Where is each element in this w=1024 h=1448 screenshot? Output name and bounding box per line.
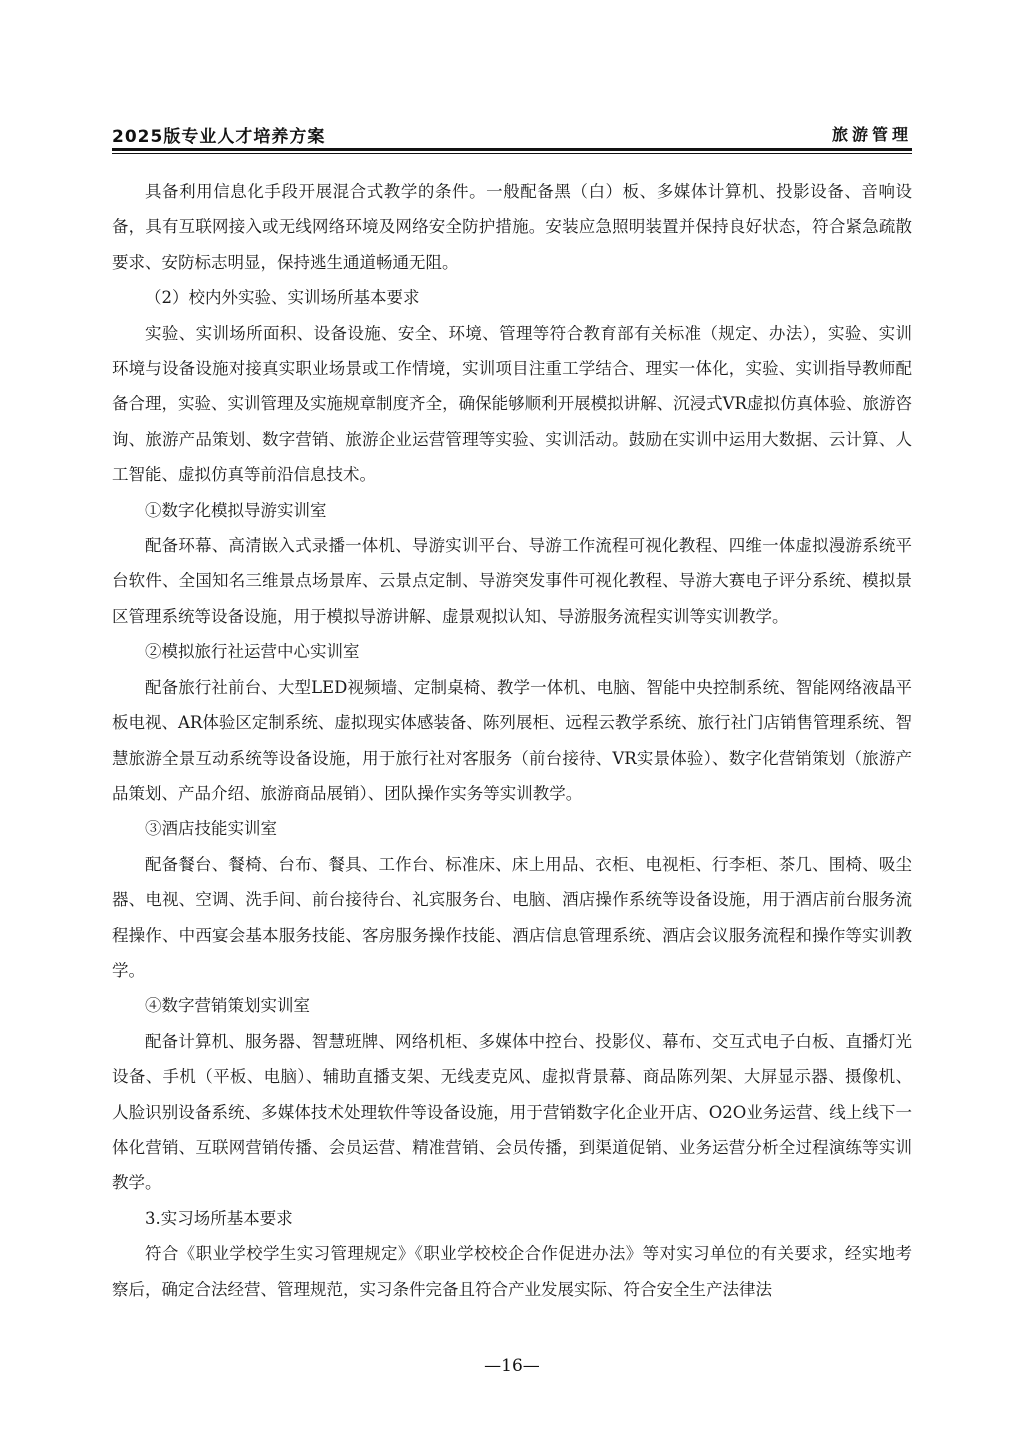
- header-rule-thin: [112, 153, 912, 154]
- paragraph: 配备计算机、服务器、智慧班牌、网络机柜、多媒体中控台、投影仪、幕布、交互式电子白板、直播灯光设备、手机（平板、电脑）、辅助直播支架、无线麦克风、虚拟背景幕、商品陈列架、大屏显示器、摄像机、人脸识别设备系统、多媒体技术处理软件等设备设施，用于营销数字化企业开店、O2O业务运营、线上线下一体化营销、互联网营销传播、会员运营、精准营销、会员传播，到渠道促销、业务运营分析全过程演练等实训教学。: [112, 1031, 912, 1193]
- subheading: ③酒店技能实训室: [145, 819, 277, 839]
- body-text: [112, 174, 912, 1307]
- paragraph: 具备利用信息化手段开展混合式教学的条件。一般配备黑（白）板、多媒体计算机、投影设备、音响设备，具有互联网接入或无线网络环境及网络安全防护措施。安装应急照明装置并保持良好状态，符合紧急疏散要求、安防标志明显，保持逃生通道畅通无阻。: [112, 182, 912, 272]
- paragraph: 实验、实训场所面积、设备设施、安全、环境、管理等符合教育部有关标准（规定、办法），实验、实训环境与设备设施对接真实职业场景或工作情境，实训项目注重工学结合、理实一体化，实验、实训指导教师配备合理，实验、实训管理及实施规章制度齐全，确保能够顺利开展模拟讲解、沉浸式VR虚拟仿真体验、旅游咨询、旅游产品策划、数字营销、旅游企业运营管理等实验、实训活动。鼓励在实训中运用大数据、云计算、人工智能、虚拟仿真等前沿信息技术。: [112, 323, 912, 485]
- paragraph: 配备旅行社前台、大型LED视频墙、定制桌椅、教学一体机、电脑、智能中央控制系统、智能网络液晶平板电视、AR体验区定制系统、虚拟现实体感装备、陈列展柜、远程云教学系统、旅行社门店销售管理系统、智慧旅游全景互动系统等设备设施，用于旅行社对客服务（前台接待、VR实景体验）、数字化营销策划（旅游产品策划、产品介绍、旅游商品展销）、团队操作实务等实训教学。: [112, 677, 912, 803]
- subheading: 3.实习场所基本要求: [145, 1208, 293, 1228]
- subheading: ②模拟旅行社运营中心实训室: [145, 642, 360, 662]
- subheading: （2）校内外实验、实训场所基本要求: [145, 288, 420, 308]
- subheading: ①数字化模拟导游实训室: [145, 500, 327, 520]
- page-number: —16—: [484, 1356, 540, 1376]
- paragraph: 配备环幕、高清嵌入式录播一体机、导游实训平台、导游工作流程可视化教程、四维一体虚拟漫游系统平台软件、全国知名三维景点场景库、云景点定制、导游突发事件可视化教程、导游大赛电子评分系统、模拟景区管理系统等设备设施，用于模拟导游讲解、虚景观拟认知、导游服务流程实训等实训教学。: [112, 536, 912, 626]
- section-title: 旅游管理: [831, 125, 912, 144]
- paragraph: 配备餐台、餐椅、台布、餐具、工作台、标准床、床上用品、衣柜、电视柜、行李柜、茶几、围椅、吸尘器、电视、空调、洗手间、前台接待台、礼宾服务台、电脑、酒店操作系统等设备设施，用于酒店前台服务流程操作、中西宴会基本服务技能、客房服务操作技能、酒店信息管理系统、酒店会议服务流程和操作等实训教学。: [112, 854, 912, 980]
- header-rule-thick: [112, 148, 912, 151]
- page-header: [112, 122, 912, 150]
- paragraph: 符合《职业学校学生实习管理规定》《职业学校校企合作促进办法》等对实习单位的有关要求，经实地考察后，确定合法经营、管理规范，实习条件完备且符合产业发展实际、符合安全生产法律法: [112, 1244, 912, 1299]
- subheading: ④数字营销策划实训室: [145, 996, 310, 1016]
- document-title: 2025版专业人才培养方案: [112, 127, 326, 147]
